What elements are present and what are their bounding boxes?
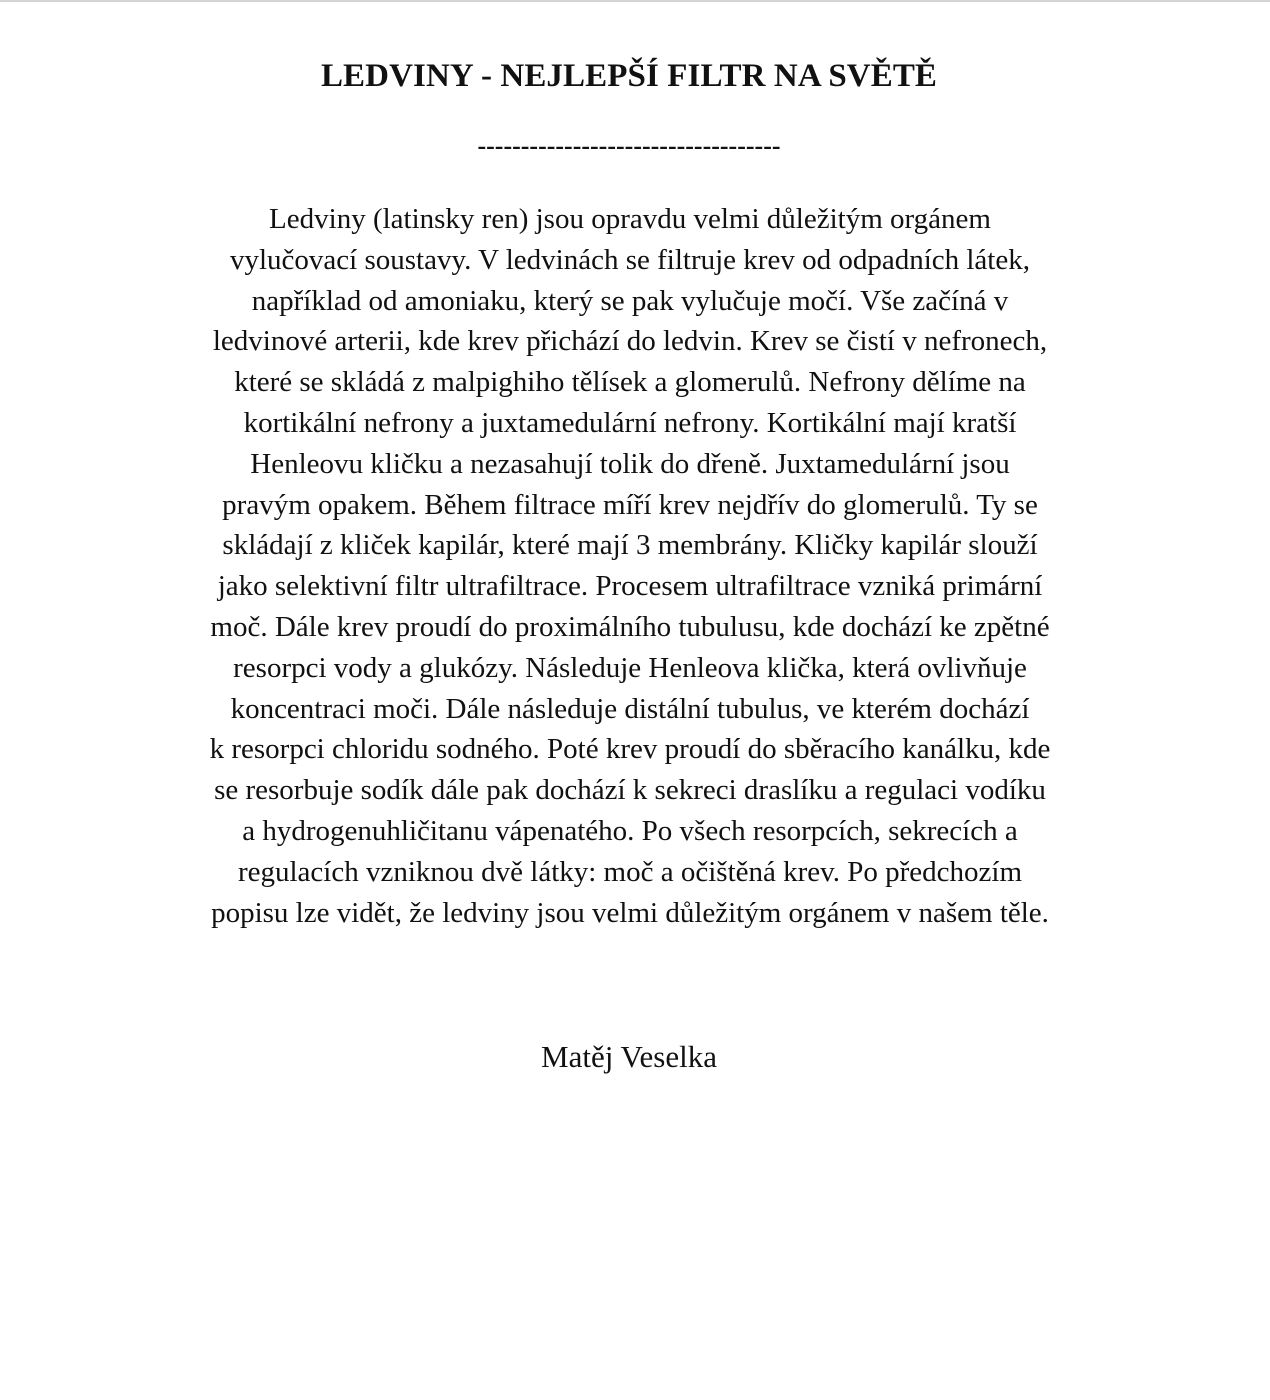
body-line: regulacích vzniknou dvě látky: moč a očištěná krev. Po předchozím (237, 855, 1023, 888)
body-line: resorpci vody a glukózy. Následuje Henleova klička, která ovlivňuje (233, 651, 1027, 684)
body-line: koncentraci moči. Dále následuje distální tubulus, ve kterém dochází (230, 692, 1030, 725)
body-line: například od amoniaku, který se pak vylučuje močí. Vše začíná v (251, 284, 1009, 317)
body-line: Ledviny (latinsky ren) jsou opravdu velmi důležitým orgánem (269, 203, 991, 235)
author-name: Matěj Veselka (541, 1039, 717, 1074)
body-line: a hydrogenuhličitanu vápenatého. Po všech resorpcích, sekrecích a (242, 814, 1018, 847)
body-line: jako selektivní filtr ultrafiltrace. Procesem ultrafiltrace vzniká primární (217, 570, 1043, 603)
document-title: LEDVINY - NEJLEPŠÍ FILTR NA SVĚTĚ (320, 58, 938, 94)
page-top-border (0, 0, 1270, 2)
document-body (108, 199, 1152, 933)
body-line: skládají z kliček kapilár, které mají 3 membrány. Kličky kapilár slouží (222, 529, 1038, 562)
title-separator: ----------------------------------- (477, 131, 781, 160)
body-line: kortikální nefrony a juxtamedulární nefrony. Kortikální mají kratší (243, 406, 1017, 439)
body-line: Henleovu kličku a nezasahují tolik do dřeně. Juxtamedulární jsou (250, 447, 1010, 480)
body-line: pravým opakem. Během filtrace míří krev nejdřív do glomerulů. Ty se (222, 488, 1038, 521)
body-line: které se skládá z malpighiho tělísek a glomerulů. Nefrony dělíme na (234, 366, 1026, 399)
body-line: vylučovací soustavy. V ledvinách se filtruje krev od odpadních látek, (230, 243, 1030, 276)
body-line: se resorbuje sodík dále pak dochází k sekreci draslíku a regulaci vodíku (214, 774, 1046, 807)
body-line: moč. Dále krev proudí do proximálního tubulusu, kde dochází ke zpětné (210, 610, 1050, 643)
body-line: k resorpci chloridu sodného. Poté krev proudí do sběracího kanálku, kde (209, 733, 1051, 766)
body-line: ledvinové arterii, kde krev přichází do ledvin. Krev se čistí v nefronech, (212, 325, 1048, 358)
body-line: popisu lze vidět, že ledviny jsou velmi důležitým orgánem v našem těle. (211, 896, 1049, 929)
